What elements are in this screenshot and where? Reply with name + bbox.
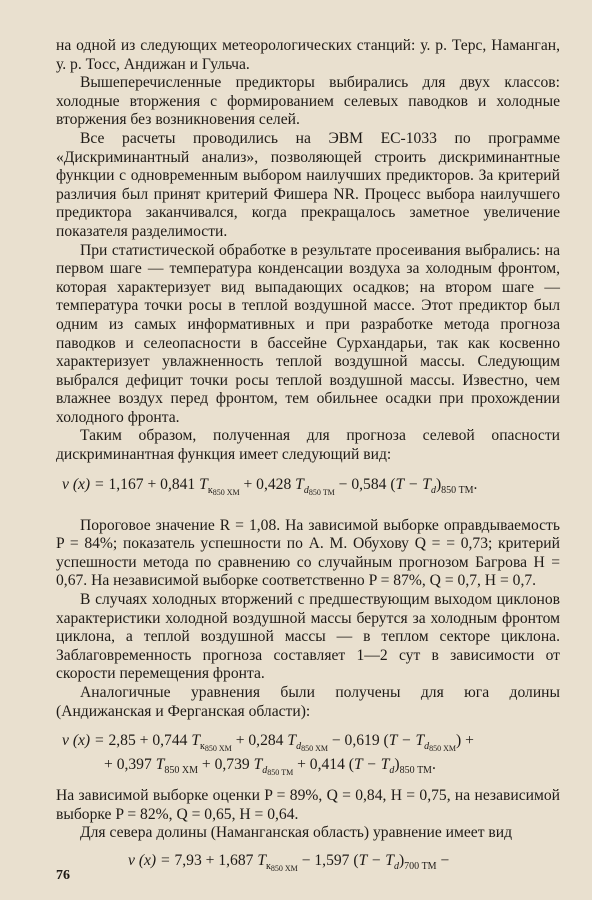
paragraph-10: Для севера долины (Наманганская область) уравнение имеет вид (80, 824, 513, 842)
paragraph-7: В случаях холодных вторжений с предшествующим выходом циклонов характеристики холодной воздушной массы берутся за холодным фронтом циклона, а теплой воздушной массы — в теплом секторе циклона. Заблаговременность прогноза составляет 1—2 сут в зависимости от скорости перемещения фронта. (56, 591, 560, 683)
paragraph-8: Аналогичные уравнения были получены для юга долины (Андижанская и Ферганская области): (56, 684, 560, 720)
paragraph-3: Все расчеты проводились на ЭВМ ЕС-1033 по программе «Дискриминантный анализ», позволяющей строить дискриминантные функции с одновременным выбором наилучших предикторов. За критерий различия был принят критерий Фишера NR. Процесс выбора наилучшего предиктора заканчивался, когда прекращалось заметное увеличение показателя разделимости. (56, 129, 560, 240)
page-body (56, 37, 560, 871)
formula-1: v (x) = 1,167 + 0,841 $T_{к_{850 ХМ}} + 0,428$ $T_{d_{850 ТМ}} - 0,584$ $(T - T_d)_{850 ТМ}$. (62, 475, 478, 497)
page-number: 76 (56, 868, 70, 883)
formula-2-line-2: + 0,397 $T_{850 ХМ} + 0,739$ $T_{d_{850 ТМ}} + 0,414$ $(T - T_d)_{850 ТМ}$. (104, 756, 436, 778)
paragraph-2: Вышеперечисленные предикторы выбирались для двух классов: холодные вторжения с формированием селевых паводков и холодные вторжения без возникновения селей. (56, 74, 560, 129)
formula-3: v (x) = 7,93 + 1,687 $T_{к_{850 ХМ}} - 1,597$ $(T - T_d)_{700 ТМ}$ − (128, 851, 450, 873)
paragraph-6: Пороговое значение R = 1,08. На зависимой выборке оправдываемость P = 84%; показатель успешности по А. М. Обухову Q = = 0,73; критерий успешности метода по сравнению со случайным прогнозом Багрова H = 0,67. На независимой выборке соответственно P = 87%, Q = 0,7, H = 0,7. (56, 516, 560, 590)
paragraph-4: При статистической обработке в результате просеивания выбрались: на первом шаге — температура конденсации воздуха за холодным фронтом, которая характеризует вид выпадающих осадков; на втором шаге — температура точки росы в теплой воздушной массе. Этот предиктор был одним из самых информативных и при разработке метода прогноза паводков и селеопасности в бассейне Сурхандарьи, так как косвенно характеризует увлажненность теплой воздушной массы. Следующим выбрался дефицит точки росы теплой воздушной массы. Известно, чем влажнее воздух перед фронтом, тем обильнее осадки при прохождении холодного фронта. (56, 241, 560, 426)
formula-2-line-1: v (x) = 2,85 + 0,744 $T_{к_{850 ХМ}} + 0,284$ $T_{d_{850 ХМ}} - 0,619$ $(T - T_{d_{850 ХМ}})$ + (62, 732, 474, 754)
paragraph-9: На зависимой выборке оценки P = 89%, Q = 0,84, H = 0,75, на независимой выборке P = 82%, Q = 0,65, H = 0,64. (56, 787, 560, 823)
paragraph-1: на одной из следующих метеорологических станций: у. р. Терс, Наманган, у. р. Тосс, Андижан и Гульча. (56, 37, 560, 73)
paragraph-5: Таким образом, полученная для прогноза селевой опасности дискриминантная функция имеет следующий вид: (56, 427, 560, 464)
formula-lhs: v (x) = (62, 475, 105, 493)
